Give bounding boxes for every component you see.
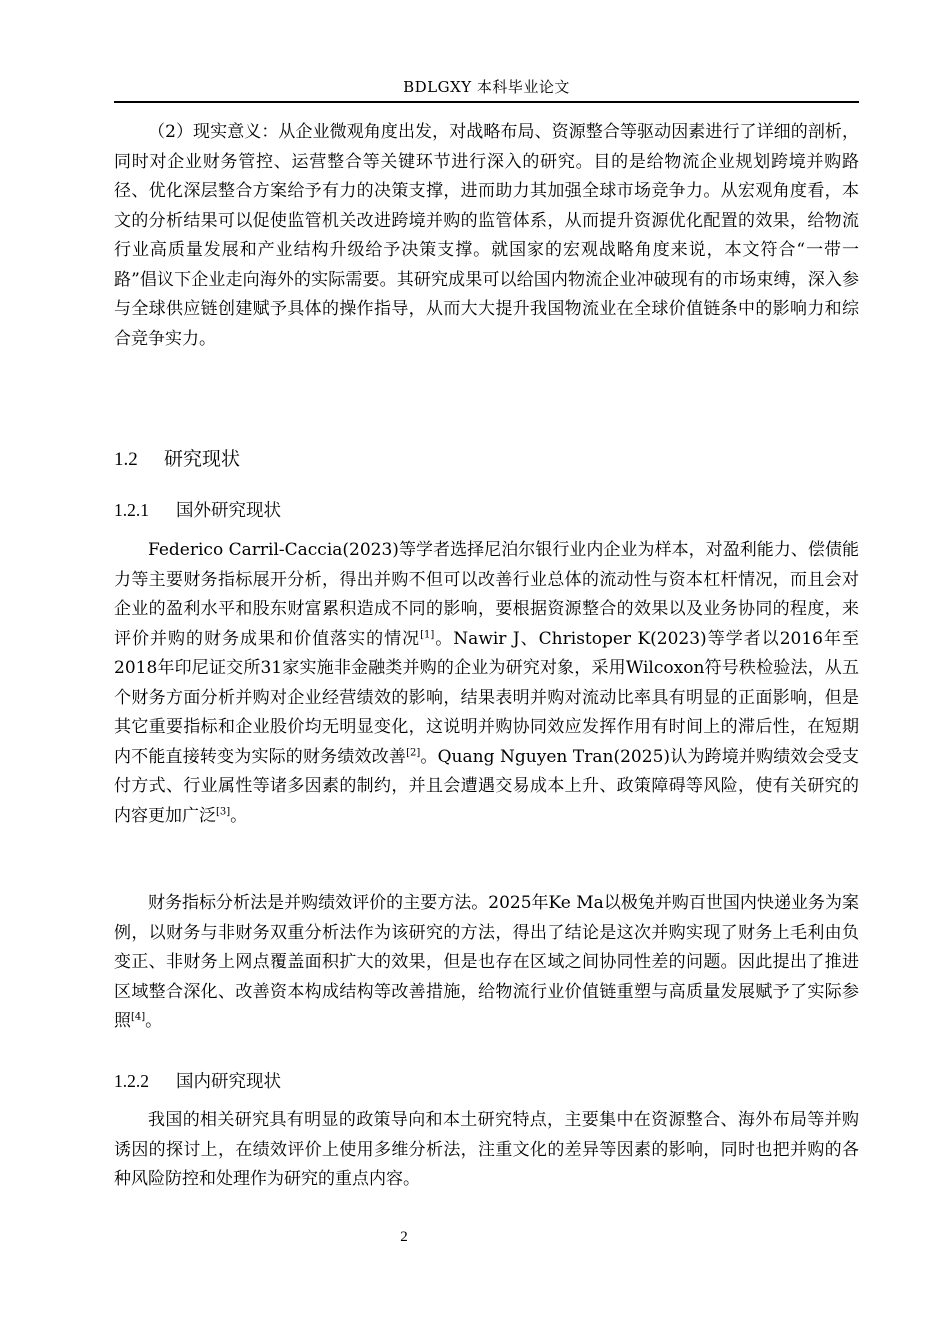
header-divider	[114, 101, 859, 103]
page-number: 2	[400, 1229, 408, 1245]
paragraph-foreign-research	[114, 536, 859, 831]
subsection-title-text: 国内研究现状	[176, 1072, 281, 1092]
citation-marker: [2]	[406, 746, 421, 758]
text-run: 。	[230, 805, 248, 826]
subsection-title	[114, 1067, 859, 1096]
text-run: 财务指标分析法是并购绩效评价的主要方法。2025年Ke Ma以极兔并购百世国内快递业务为案例，以财务与非财务双重分析法作为该研究的方法，得出了结论是这次并购实现了财务上毛利由负变正、非财务上网点覆盖面积扩大的效果，但是也存在区域之间协同性差的问题。因此提出了推进区域整合深化、改善资本构成结构等改善措施，给物流行业价值链重塑与高质量发展赋予了实际参照	[114, 893, 859, 1031]
paragraph-text: 我国的相关研究具有明显的政策导向和本土研究特点，主要集中在资源整合、海外布局等并购诱因的探讨上，在绩效评价上使用多维分析法，注重文化的差异等因素的影响，同时也把并购的各种风险防控和处理作为研究的重点内容。	[114, 1110, 859, 1189]
paragraph-domestic-research	[114, 1106, 859, 1195]
text-run: 。Quang Nguyen Tran(2025)认为跨境并购绩效会受支付方式、行业属性等诸多因素的制约，并且会遭遇交易成本上升、政策障碍等风险，使有关研究的内容更加广泛	[114, 746, 859, 826]
text-run: 。	[145, 1011, 163, 1031]
citation-marker: [3]	[216, 805, 231, 817]
section-heading-1-2	[114, 445, 859, 474]
paragraph-text	[114, 889, 859, 1037]
page-header-title: BDLGXY 本科毕业论文	[403, 78, 570, 96]
paragraph-text: （2）现实意义：从企业微观角度出发，对战略布局、资源整合等驱动因素进行了详细的剖析，同时对企业财务管控、运营整合等关键环节进行深入的研究。目的是给物流企业规划跨境并购路径、优化深层整合方案给予有力的决策支撑，进而助力其加强全球市场竞争力。从宏观角度看，本文的分析结果可以促使监管机关改进跨境并购的监管体系，从而提升资源优化配置的效果，给物流行业高质量发展和产业结构升级给予决策支撑。就国家的宏观战略角度来说，本文符合“一带一路”倡议下企业走向海外的实际需要。其研究成果可以给国内物流企业冲破现有的市场束缚，深入参与全球供应链创建赋予具体的操作指导，从而大大提升我国物流业在全球价值链条中的影响力和综合竞争实力。	[114, 122, 859, 349]
text-run: Federico Carril-Caccia(2023)等学者选择尼泊尔银行业内企业为样本，对盈利能力、偿债能力等主要财务指标展开分析，得出并购不但可以改善行业总体的流动性与资本杠杆情况，而且会对企业的盈利水平和股东财富累积造成不同的影响，要根据资源整合的效果以及业务协同的程度，来评价并购的财务成果和价值落实的情况	[114, 540, 859, 649]
section-title	[114, 445, 859, 474]
citation-marker: [1]	[420, 628, 435, 640]
section-title-text: 研究现状	[164, 448, 241, 470]
citation-marker: [4]	[131, 1011, 146, 1023]
paragraph-text	[114, 536, 859, 831]
section-heading-1-2-2	[114, 1067, 859, 1096]
subsection-number: 1.2.2	[114, 1071, 149, 1091]
section-number: 1.2	[114, 449, 138, 470]
subsection-title	[114, 496, 859, 525]
paragraph-practical-significance	[114, 118, 859, 354]
subsection-title-text: 国外研究现状	[176, 501, 281, 521]
subsection-number: 1.2.1	[114, 500, 149, 520]
paragraph-financial-indicators	[114, 889, 859, 1037]
section-heading-1-2-1	[114, 496, 859, 525]
text-run: 。Nawir J、Christoper K(2023)等学者以2016年至2018年印尼证交所31家实施非金融类并购的企业为研究对象，采用Wilcoxon符号秩检验法，从五个财务方面分析并购对企业经营绩效的影响，结果表明并购对流动比率具有明显的正面影响，但是其它重要指标和企业股价均无明显变化，这说明并购协同效应发挥作用有时间上的滞后性，在短期内不能直接转变为实际的财务绩效改善	[114, 628, 860, 767]
